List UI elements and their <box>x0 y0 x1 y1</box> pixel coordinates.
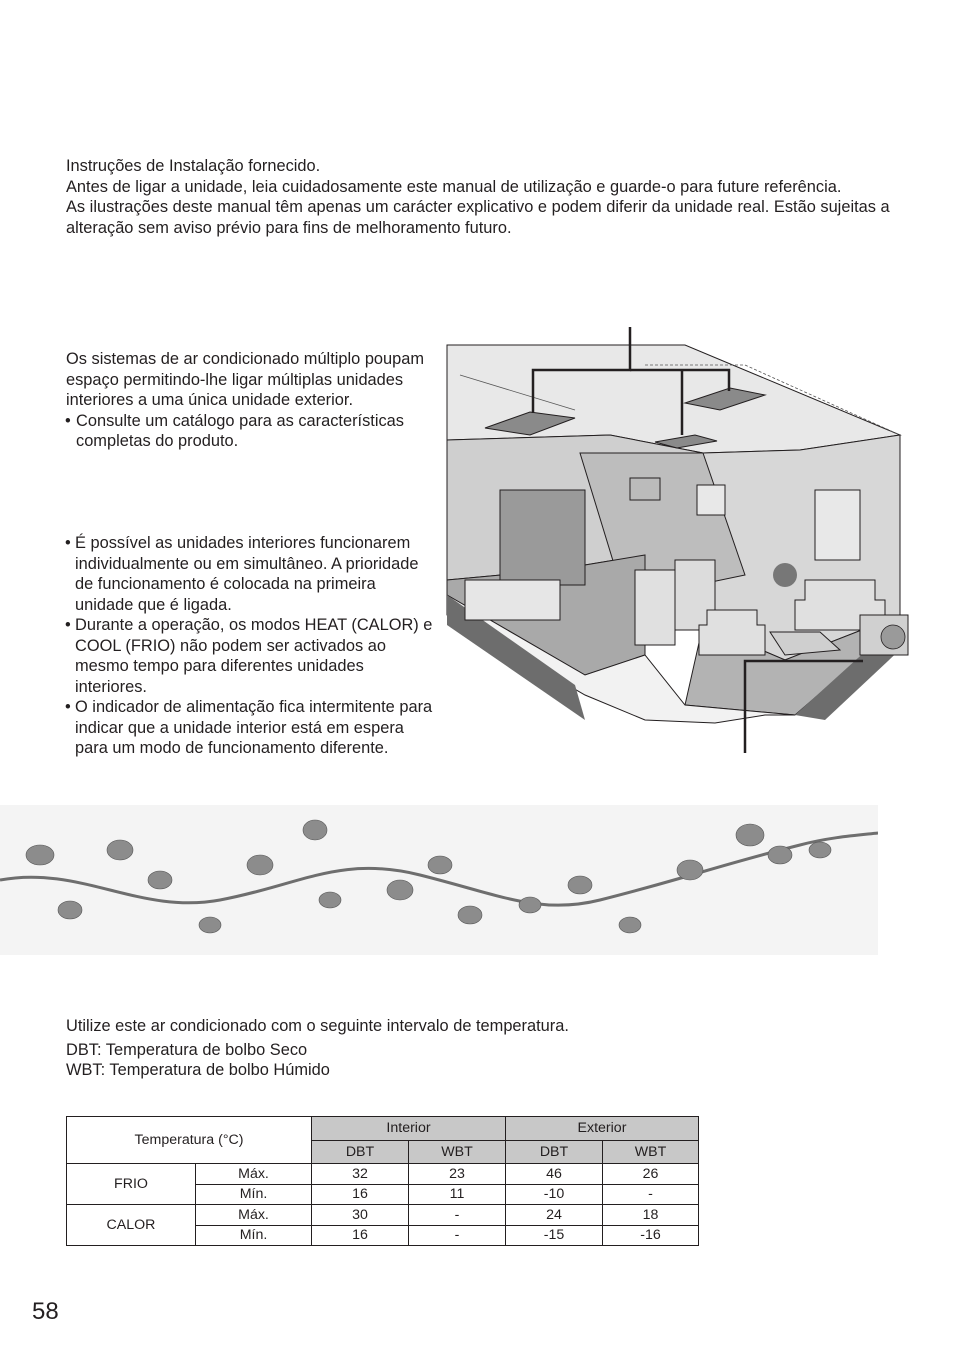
table-cell: - <box>409 1205 506 1226</box>
table-cell: -10 <box>506 1184 603 1205</box>
wardrobe <box>500 490 585 585</box>
plant <box>773 563 797 587</box>
ceiling <box>447 345 900 453</box>
table-cell: 16 <box>312 1225 409 1246</box>
temperature-range-table <box>66 1116 699 1246</box>
table-cell: - <box>409 1225 506 1246</box>
table-cell: - <box>603 1184 699 1205</box>
intro-text <box>66 156 916 238</box>
picture-frame <box>630 478 660 500</box>
table-cell: 46 <box>506 1164 603 1185</box>
intro-line: Antes de ligar a unidade, leia cuidadosamente este manual de utilização e guarde-o para future referência. <box>66 177 842 196</box>
mode-cell: CALOR <box>67 1205 196 1246</box>
leaf <box>568 876 592 894</box>
subheader: DBT <box>312 1140 409 1164</box>
table-cell: 18 <box>603 1205 699 1226</box>
table-cell: 11 <box>409 1184 506 1205</box>
leaf <box>428 856 452 874</box>
group-header-exterior: Exterior <box>506 1117 699 1141</box>
multi-system-section <box>66 349 436 452</box>
row-label: Máx. <box>196 1205 312 1226</box>
window <box>815 490 860 560</box>
intro-line: Instruções de Instalação fornecido. <box>66 157 321 175</box>
multi-system-bullet: • Consulte um catálogo para as características completas do produto. <box>66 411 436 452</box>
leaf <box>247 855 273 875</box>
group-header-interior: Interior <box>312 1117 506 1141</box>
subheader: DBT <box>506 1140 603 1164</box>
leaf <box>619 917 641 933</box>
subheader: WBT <box>409 1140 506 1164</box>
table-cell: 30 <box>312 1205 409 1226</box>
leaf <box>319 892 341 908</box>
environment-intro: Utilize este ar condicionado com o seguinte intervalo de temperatura. <box>66 1017 569 1035</box>
leaf <box>148 871 172 889</box>
page-number: 58 <box>32 1298 59 1325</box>
wbt-definition: WBT: Temperatura de bolbo Húmido <box>66 1061 330 1079</box>
leaf <box>26 845 54 865</box>
table-corner-header: Temperatura (°C) <box>67 1117 312 1164</box>
row-label: Mín. <box>196 1225 312 1246</box>
row-label: Mín. <box>196 1184 312 1205</box>
leaf <box>677 860 703 880</box>
leaf <box>736 824 764 846</box>
leaf <box>58 901 82 919</box>
operation-section <box>66 533 438 759</box>
table-cell: 32 <box>312 1164 409 1185</box>
leaf <box>519 897 541 913</box>
leaf <box>768 846 792 864</box>
armchair <box>699 610 765 655</box>
leaf <box>387 880 413 900</box>
leaf <box>809 842 831 858</box>
leaf <box>303 820 327 840</box>
small-window <box>697 485 725 515</box>
table-cell: 16 <box>312 1184 409 1205</box>
mode-cell: FRIO <box>67 1164 196 1205</box>
table-cell: -15 <box>506 1225 603 1246</box>
multi-room-illustration <box>445 325 915 755</box>
leaf <box>199 917 221 933</box>
multi-system-paragraph: Os sistemas de ar condicionado múltiplo poupam espaço permitindo-lhe ligar múltiplas unidades interiores a uma única unidade exterior. <box>66 350 425 409</box>
bed <box>465 580 560 620</box>
door <box>635 570 675 645</box>
row-label: Máx. <box>196 1164 312 1185</box>
leaf <box>107 840 133 860</box>
dbt-definition: DBT: Temperatura de bolbo Seco <box>66 1041 308 1059</box>
operation-bullet: • Durante a operação, os modos HEAT (CALOR) e COOL (FRIO) não podem ser activados ao mesmo tempo para diferentes unidades interiores. <box>66 615 438 697</box>
subheader: WBT <box>603 1140 699 1164</box>
intro-line: As ilustrações deste manual têm apenas um carácter explicativo e podem diferir da unidade real. Estão sujeitas a alteração sem aviso prévio para fins de melhoramento futuro. <box>66 198 890 237</box>
table-cell: 24 <box>506 1205 603 1226</box>
table-cell: 23 <box>409 1164 506 1185</box>
table-cell: -16 <box>603 1225 699 1246</box>
operation-bullet: • O indicador de alimentação fica intermitente para indicar que a unidade interior está em espera para um modo de funcionamento diferente. <box>66 697 438 759</box>
operation-bullet: • É possível as unidades interiores funcionarem individualmente ou em simultâneo. A prioridade de funcionamento é colocada na primeira unidade que é ligada. <box>66 533 438 615</box>
table-cell: 26 <box>603 1164 699 1185</box>
leaf <box>458 906 482 924</box>
decorative-leaves-banner <box>0 805 878 955</box>
